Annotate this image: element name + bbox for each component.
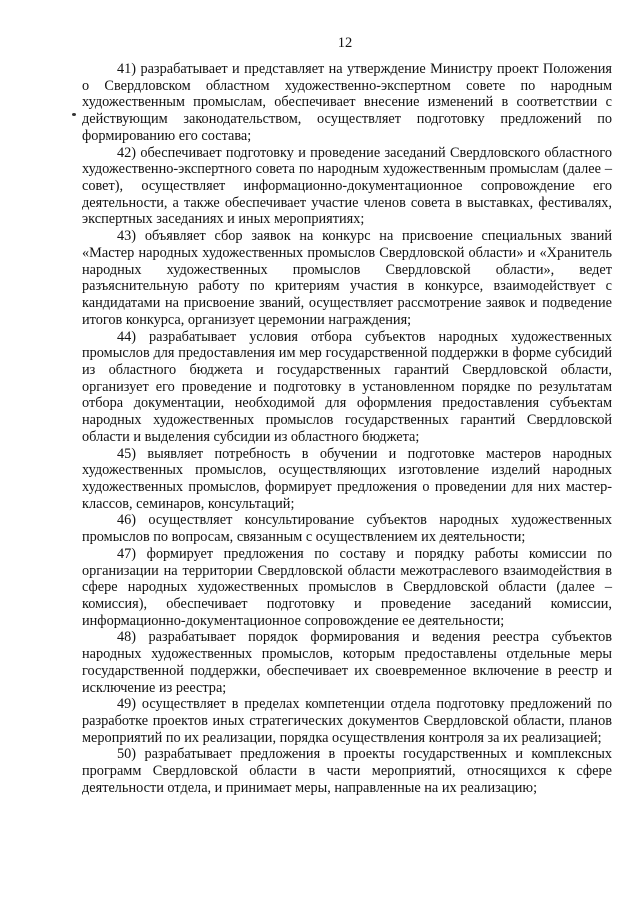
item-number: 45) <box>117 445 137 462</box>
list-item-45 <box>82 446 612 513</box>
item-text: разрабатывает и представляет на утверждение Министру проект Положения о Свердловском областном художественно-экспертном совете по народным художественным промыслам, обеспечивает внесение изменений в соответствии с действующим законодательством, осуществляет подготовку предложений по формированию его состава; <box>82 61 612 144</box>
item-text: разрабатывает условия отбора субъектов народных художественных промыслов для предоставления им мер государственной поддержки в форме субсидий из областного бюджета и государственных гарантий Свердловской области, организует его проведение и подготовку в установленном порядке по результатам отбора документации, необходимой для оформления предоставления субъектам народных художественных промыслов государственных гарантий Свердловской области и выделения субсидии из областного бюджета; <box>82 328 612 445</box>
item-number: 41) <box>117 61 137 77</box>
list-item-47 <box>82 546 612 630</box>
list-item-41 <box>82 61 612 145</box>
list-item-46 <box>82 512 612 545</box>
list-item-48 <box>82 629 612 696</box>
list-item-44 <box>82 329 612 446</box>
list-item-50 <box>82 746 612 796</box>
item-number: 44) <box>117 328 137 345</box>
item-text: обеспечивает подготовку и проведение заседаний Свердловского областного художественно-экспертного совета по народным художественным промыслам (далее – совет), осуществляет информационно-документационное сопровождение его деятельности, а также обеспечивает участие членов совета в выставках, фестивалях, экспертных заседаниях и иных мероприятиях; <box>82 144 612 228</box>
item-text: разрабатывает предложения в проекты государственных и комплексных программ Свердловской области в части мероприятий, относящихся к сфере деятельности отдела, и принимает меры, направленные на их реализацию; <box>82 746 613 796</box>
item-text: выявляет потребность в обучении и подготовке мастеров народных художественных промыслов, осуществляющих изготовление изделий народных художественных промыслов, формирует предложения о проведении для них мастер-классов, семинаров, консультаций; <box>82 445 613 512</box>
item-text: разрабатывает порядок формирования и ведения реестра субъектов народных художественных промыслов, которым предоставлены отдельные меры государственной поддержки, обеспечивает их своевременное включение в реестр и исключение из реестра; <box>82 629 613 696</box>
item-number: 43) <box>117 228 137 245</box>
list-item-42 <box>82 145 612 229</box>
item-number: 50) <box>117 746 137 763</box>
list-item-49 <box>82 696 612 746</box>
item-text: объявляет сбор заявок на конкурс на присвоение специальных званий «Мастер народных художественных промыслов Свердловской области» и «Хранитель народных художественных промыслов Свердловской области», ведет разъяснительную работу по критериям участия в конкурсе, взаимодействует с кандидатами на присвоение званий, осуществляет рассмотрение заявок и подведение итогов конкурса, организует церемонии награждения; <box>82 228 612 328</box>
item-number: 46) <box>117 512 137 529</box>
list-item-43 <box>82 228 612 328</box>
item-number: 47) <box>117 545 137 562</box>
page-number: 12 <box>337 35 353 51</box>
item-text: формирует предложения по составу и порядку работы комиссии по организации на территории Свердловской области межотраслевого взаимодействия в сфере народных художественных промыслов в Свердловской области (далее – комиссия), обеспечивает подготовку и проведение заседаний комиссии, информационно-документационное сопровождение ее деятельности; <box>82 545 612 629</box>
item-text: осуществляет в пределах компетенции отдела подготовку предложений по разработке проектов иных стратегических документов Свердловской области, планов мероприятий по их реализации, порядка осуществления контроля за их реализацией; <box>82 696 612 746</box>
item-number: 48) <box>117 629 137 646</box>
item-text: осуществляет консультирование субъектов народных художественных промыслов по вопросам, связанным с осуществлением их деятельности; <box>82 512 613 546</box>
item-number: 49) <box>117 696 137 713</box>
item-number: 42) <box>117 144 137 161</box>
scan-speck <box>72 113 76 116</box>
document-body <box>82 61 612 797</box>
